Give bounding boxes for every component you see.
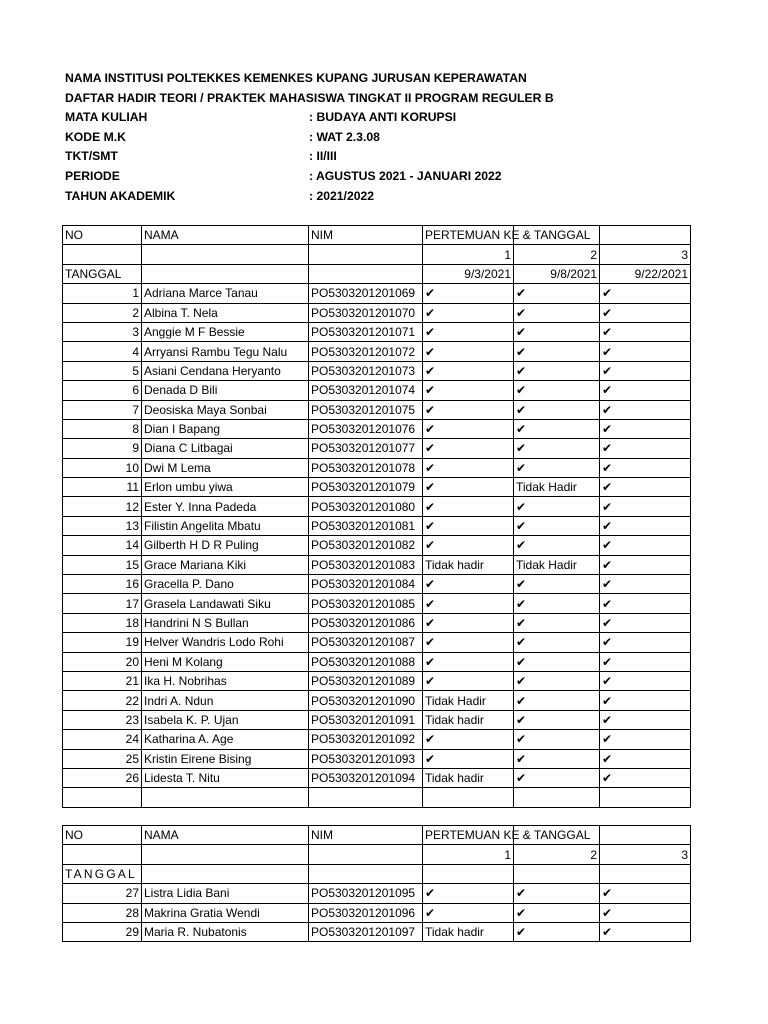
student-number: 3 xyxy=(63,322,142,341)
attendance-mark: ✔ xyxy=(514,322,600,341)
student-number: 24 xyxy=(63,730,142,749)
student-number: 21 xyxy=(63,671,142,690)
attendance-mark: ✔ xyxy=(514,903,600,922)
student-number: 22 xyxy=(63,691,142,710)
attendance-mark: ✔ xyxy=(514,458,600,477)
empty-cell xyxy=(309,864,423,883)
attendance-mark: ✔ xyxy=(600,322,691,341)
student-number: 27 xyxy=(63,884,142,903)
blank-row xyxy=(63,788,691,807)
attendance-mark: ✔ xyxy=(600,516,691,535)
student-number: 11 xyxy=(63,478,142,497)
student-name: Dian I Bapang xyxy=(142,419,309,438)
attendance-mark: ✔ xyxy=(600,555,691,574)
student-number: 23 xyxy=(63,710,142,729)
attendance-mark: ✔ xyxy=(600,303,691,322)
empty-cell xyxy=(63,845,142,864)
date-row xyxy=(63,864,691,883)
table-row xyxy=(63,884,691,903)
field-value: : BUDAYA ANTI KORUPSI xyxy=(309,110,457,125)
student-nim: PO5303201201097 xyxy=(309,922,423,941)
attendance-mark: ✔ xyxy=(423,478,514,497)
attendance-mark: ✔ xyxy=(600,730,691,749)
tanggal-label: TANGGAL xyxy=(63,864,142,883)
student-nim: PO5303201201070 xyxy=(309,303,423,322)
student-nim: PO5303201201080 xyxy=(309,497,423,516)
table-row xyxy=(63,303,691,322)
student-nim: PO5303201201085 xyxy=(309,594,423,613)
student-number: 5 xyxy=(63,361,142,380)
attendance-mark: ✔ xyxy=(600,671,691,690)
document-header xyxy=(65,69,745,206)
table-row xyxy=(63,903,691,922)
empty-cell xyxy=(600,864,691,883)
col-pertemuan-header: PERTEMUAN KE & TANGGAL xyxy=(423,826,514,845)
student-name: Filistin Angelita Mbatu xyxy=(142,516,309,535)
empty-cell xyxy=(309,264,423,283)
attendance-mark: ✔ xyxy=(423,633,514,652)
student-name: Handrini N S Bullan xyxy=(142,613,309,632)
table-row xyxy=(63,458,691,477)
table-row xyxy=(63,322,691,341)
attendance-mark: ✔ xyxy=(600,691,691,710)
attendance-mark: ✔ xyxy=(600,458,691,477)
attendance-mark: ✔ xyxy=(514,516,600,535)
student-nim: PO5303201201091 xyxy=(309,710,423,729)
meeting-date: 9/3/2021 xyxy=(423,264,514,283)
student-number: 20 xyxy=(63,652,142,671)
table-row xyxy=(63,652,691,671)
student-number: 1 xyxy=(63,284,142,303)
student-name: Maria R. Nubatonis xyxy=(142,922,309,941)
student-nim: PO5303201201093 xyxy=(309,749,423,768)
attendance-mark: ✔ xyxy=(600,710,691,729)
attendance-mark: ✔ xyxy=(600,284,691,303)
table-row xyxy=(63,497,691,516)
meeting-number-row xyxy=(63,845,691,864)
table-row xyxy=(63,730,691,749)
empty-cell xyxy=(142,864,309,883)
meeting-number: 1 xyxy=(423,245,514,264)
attendance-mark: ✔ xyxy=(423,458,514,477)
student-nim: PO5303201201078 xyxy=(309,458,423,477)
student-nim: PO5303201201082 xyxy=(309,536,423,555)
table-row xyxy=(63,516,691,535)
attendance-mark: ✔ xyxy=(600,922,691,941)
student-number: 9 xyxy=(63,439,142,458)
empty-cell xyxy=(63,788,142,807)
attendance-mark: ✔ xyxy=(423,575,514,594)
attendance-mark: ✔ xyxy=(514,594,600,613)
attendance-mark: ✔ xyxy=(514,361,600,380)
student-name: Diana C Litbagai xyxy=(142,439,309,458)
col-nim-header: NIM xyxy=(309,226,423,245)
empty-cell xyxy=(63,245,142,264)
attendance-mark: Tidak Hadir xyxy=(514,478,600,497)
student-name: Asiani Cendana Heryanto xyxy=(142,361,309,380)
field-label: KODE M.K xyxy=(65,129,126,144)
col-pertemuan-header: PERTEMUAN KE & TANGGAL xyxy=(423,226,514,245)
header-row xyxy=(63,226,691,245)
student-nim: PO5303201201094 xyxy=(309,768,423,787)
student-name: Lidesta T. Nitu xyxy=(142,768,309,787)
student-name: Gilberth H D R Puling xyxy=(142,536,309,555)
meeting-number: 1 xyxy=(423,845,514,864)
student-nim: PO5303201201086 xyxy=(309,613,423,632)
student-nim: PO5303201201087 xyxy=(309,633,423,652)
student-number: 28 xyxy=(63,903,142,922)
student-name: Grace Mariana Kiki xyxy=(142,555,309,574)
header-field xyxy=(65,187,745,207)
attendance-mark: ✔ xyxy=(423,613,514,632)
attendance-mark: ✔ xyxy=(423,439,514,458)
attendance-mark: Tidak hadir xyxy=(423,768,514,787)
attendance-mark: ✔ xyxy=(600,884,691,903)
attendance-mark: ✔ xyxy=(514,749,600,768)
attendance-mark: ✔ xyxy=(514,922,600,941)
student-number: 8 xyxy=(63,419,142,438)
attendance-mark: ✔ xyxy=(423,903,514,922)
attendance-mark: ✔ xyxy=(514,691,600,710)
attendance-mark: ✔ xyxy=(514,710,600,729)
attendance-mark: Tidak hadir xyxy=(423,710,514,729)
col-nama-header: NAMA xyxy=(142,826,309,845)
field-label: TKT/SMT xyxy=(65,149,118,164)
attendance-mark: ✔ xyxy=(514,536,600,555)
student-name: Indri A. Ndun xyxy=(142,691,309,710)
table-row xyxy=(63,613,691,632)
table-row xyxy=(63,361,691,380)
table-row xyxy=(63,749,691,768)
empty-cell xyxy=(142,788,309,807)
table-row xyxy=(63,419,691,438)
table-row xyxy=(63,710,691,729)
table-row xyxy=(63,922,691,941)
attendance-mark: ✔ xyxy=(514,284,600,303)
student-nim: PO5303201201072 xyxy=(309,342,423,361)
attendance-mark: ✔ xyxy=(600,652,691,671)
attendance-mark: ✔ xyxy=(423,652,514,671)
empty-cell xyxy=(600,788,691,807)
student-name: Heni M Kolang xyxy=(142,652,309,671)
student-number: 29 xyxy=(63,922,142,941)
student-name: Grasela Landawati Siku xyxy=(142,594,309,613)
table-row xyxy=(63,671,691,690)
empty-cell xyxy=(142,264,309,283)
field-label: MATA KULIAH xyxy=(65,110,148,125)
attendance-mark: ✔ xyxy=(600,575,691,594)
meeting-number: 3 xyxy=(600,845,691,864)
student-number: 18 xyxy=(63,613,142,632)
student-name: Albina T. Nela xyxy=(142,303,309,322)
meeting-date: 9/22/2021 xyxy=(600,264,691,283)
student-nim: PO5303201201074 xyxy=(309,381,423,400)
attendance-mark: ✔ xyxy=(600,903,691,922)
attendance-mark: ✔ xyxy=(423,671,514,690)
attendance-mark: ✔ xyxy=(423,884,514,903)
table-row xyxy=(63,381,691,400)
header-row xyxy=(63,826,691,845)
attendance-table-1 xyxy=(62,225,691,808)
attendance-mark: ✔ xyxy=(600,419,691,438)
field-value: : II/III xyxy=(309,149,337,164)
attendance-mark: ✔ xyxy=(600,749,691,768)
student-name: Helver Wandris Lodo Rohi xyxy=(142,633,309,652)
field-value: : AGUSTUS 2021 - JANUARI 2022 xyxy=(309,168,502,183)
student-nim: PO5303201201069 xyxy=(309,284,423,303)
attendance-mark: ✔ xyxy=(514,439,600,458)
attendance-mark: ✔ xyxy=(423,342,514,361)
student-number: 25 xyxy=(63,749,142,768)
student-name: Arryansi Rambu Tegu Nalu xyxy=(142,342,309,361)
student-nim: PO5303201201076 xyxy=(309,419,423,438)
student-number: 2 xyxy=(63,303,142,322)
attendance-mark: ✔ xyxy=(423,419,514,438)
attendance-mark: ✔ xyxy=(514,575,600,594)
attendance-mark: ✔ xyxy=(423,322,514,341)
attendance-table-2 xyxy=(62,825,691,942)
attendance-mark: ✔ xyxy=(423,594,514,613)
table-row xyxy=(63,768,691,787)
table-row xyxy=(63,284,691,303)
empty-cell xyxy=(309,245,423,264)
attendance-mark: ✔ xyxy=(423,516,514,535)
meeting-number: 2 xyxy=(514,845,600,864)
empty-cell xyxy=(514,788,600,807)
student-number: 4 xyxy=(63,342,142,361)
student-nim: PO5303201201092 xyxy=(309,730,423,749)
attendance-mark: ✔ xyxy=(600,361,691,380)
student-name: Gracella P. Dano xyxy=(142,575,309,594)
student-name: Adriana Marce Tanau xyxy=(142,284,309,303)
meeting-number-row xyxy=(63,245,691,264)
attendance-mark: ✔ xyxy=(514,652,600,671)
attendance-mark: ✔ xyxy=(600,536,691,555)
empty-cell xyxy=(423,788,514,807)
student-name: Isabela K. P. Ujan xyxy=(142,710,309,729)
student-number: 10 xyxy=(63,458,142,477)
attendance-mark: ✔ xyxy=(514,671,600,690)
student-number: 15 xyxy=(63,555,142,574)
student-name: Makrina Gratia Wendi xyxy=(142,903,309,922)
student-number: 14 xyxy=(63,536,142,555)
student-number: 16 xyxy=(63,575,142,594)
student-nim: PO5303201201084 xyxy=(309,575,423,594)
student-nim: PO5303201201083 xyxy=(309,555,423,574)
meeting-date: 9/8/2021 xyxy=(514,264,600,283)
date-row xyxy=(63,264,691,283)
institution-title: NAMA INSTITUSI POLTEKKES KEMENKES KUPANG JURUSAN KEPERAWATAN xyxy=(65,71,527,85)
attendance-mark: Tidak hadir xyxy=(423,922,514,941)
attendance-mark: ✔ xyxy=(600,497,691,516)
field-label: TAHUN AKADEMIK xyxy=(65,188,176,203)
attendance-mark: ✔ xyxy=(514,303,600,322)
table-row xyxy=(63,691,691,710)
col-no-header: NO xyxy=(63,826,142,845)
field-value: : 2021/2022 xyxy=(309,188,375,203)
attendance-mark: Tidak hadir xyxy=(423,555,514,574)
attendance-mark: ✔ xyxy=(423,381,514,400)
meeting-number: 2 xyxy=(514,245,600,264)
table-row xyxy=(63,478,691,497)
attendance-mark: ✔ xyxy=(514,633,600,652)
attendance-mark: ✔ xyxy=(514,381,600,400)
attendance-mark: ✔ xyxy=(514,730,600,749)
table-row xyxy=(63,555,691,574)
student-nim: PO5303201201079 xyxy=(309,478,423,497)
table-row xyxy=(63,633,691,652)
attendance-mark: ✔ xyxy=(600,439,691,458)
empty-cell xyxy=(142,845,309,864)
empty-cell xyxy=(600,226,691,245)
table-row xyxy=(63,400,691,419)
student-name: Katharina A. Age xyxy=(142,730,309,749)
attendance-mark: ✔ xyxy=(423,361,514,380)
student-nim: PO5303201201075 xyxy=(309,400,423,419)
header-field xyxy=(65,167,745,187)
student-name: Dwi M Lema xyxy=(142,458,309,477)
empty-cell xyxy=(600,826,691,845)
student-nim: PO5303201201090 xyxy=(309,691,423,710)
student-name: Erlon umbu yiwa xyxy=(142,478,309,497)
table-row xyxy=(63,342,691,361)
header-field xyxy=(65,128,745,148)
attendance-mark: ✔ xyxy=(423,536,514,555)
empty-cell xyxy=(142,245,309,264)
student-name: Ester Y. Inna Padeda xyxy=(142,497,309,516)
empty-cell xyxy=(514,864,600,883)
attendance-mark: ✔ xyxy=(514,884,600,903)
student-nim: PO5303201201095 xyxy=(309,884,423,903)
attendance-mark: ✔ xyxy=(600,478,691,497)
student-nim: PO5303201201088 xyxy=(309,652,423,671)
empty-cell xyxy=(309,845,423,864)
table-row xyxy=(63,594,691,613)
student-number: 13 xyxy=(63,516,142,535)
attendance-mark: ✔ xyxy=(514,419,600,438)
table-row xyxy=(63,575,691,594)
attendance-mark: ✔ xyxy=(600,633,691,652)
student-number: 26 xyxy=(63,768,142,787)
list-title: DAFTAR HADIR TEORI / PRAKTEK MAHASISWA TINGKAT II PROGRAM REGULER B xyxy=(65,90,554,105)
attendance-mark: ✔ xyxy=(600,400,691,419)
attendance-mark: ✔ xyxy=(423,303,514,322)
attendance-mark: ✔ xyxy=(600,381,691,400)
attendance-mark: ✔ xyxy=(600,768,691,787)
student-number: 12 xyxy=(63,497,142,516)
attendance-mark: ✔ xyxy=(514,768,600,787)
attendance-mark: ✔ xyxy=(423,284,514,303)
attendance-mark: ✔ xyxy=(514,497,600,516)
attendance-mark: ✔ xyxy=(423,730,514,749)
attendance-mark: Tidak Hadir xyxy=(514,555,600,574)
col-nama-header: NAMA xyxy=(142,226,309,245)
student-nim: PO5303201201081 xyxy=(309,516,423,535)
attendance-mark: ✔ xyxy=(514,400,600,419)
attendance-mark: ✔ xyxy=(600,594,691,613)
student-nim: PO5303201201073 xyxy=(309,361,423,380)
attendance-mark: ✔ xyxy=(600,342,691,361)
meeting-number: 3 xyxy=(600,245,691,264)
attendance-mark: ✔ xyxy=(514,342,600,361)
attendance-mark: ✔ xyxy=(423,749,514,768)
student-name: Deosiska Maya Sonbai xyxy=(142,400,309,419)
student-name: Listra Lidia Bani xyxy=(142,884,309,903)
col-nim-header: NIM xyxy=(309,826,423,845)
header-field xyxy=(65,147,745,167)
student-name: Anggie M F Bessie xyxy=(142,322,309,341)
header-field xyxy=(65,108,745,128)
field-label: PERIODE xyxy=(65,168,120,183)
tanggal-label: TANGGAL xyxy=(63,264,142,283)
student-number: 17 xyxy=(63,594,142,613)
student-nim: PO5303201201071 xyxy=(309,322,423,341)
student-number: 19 xyxy=(63,633,142,652)
student-number: 7 xyxy=(63,400,142,419)
table-row xyxy=(63,439,691,458)
student-name: Kristin Eirene Bising xyxy=(142,749,309,768)
student-nim: PO5303201201096 xyxy=(309,903,423,922)
attendance-mark: ✔ xyxy=(423,497,514,516)
student-number: 6 xyxy=(63,381,142,400)
attendance-mark: ✔ xyxy=(514,613,600,632)
attendance-mark: ✔ xyxy=(423,400,514,419)
field-value: : WAT 2.3.08 xyxy=(309,129,380,144)
student-nim: PO5303201201089 xyxy=(309,671,423,690)
table-row xyxy=(63,536,691,555)
attendance-mark: ✔ xyxy=(600,613,691,632)
empty-cell xyxy=(423,864,514,883)
attendance-mark: Tidak Hadir xyxy=(423,691,514,710)
col-no-header: NO xyxy=(63,226,142,245)
student-nim: PO5303201201077 xyxy=(309,439,423,458)
student-name: Denada D Bili xyxy=(142,381,309,400)
student-name: Ika H. Nobrihas xyxy=(142,671,309,690)
empty-cell xyxy=(309,788,423,807)
